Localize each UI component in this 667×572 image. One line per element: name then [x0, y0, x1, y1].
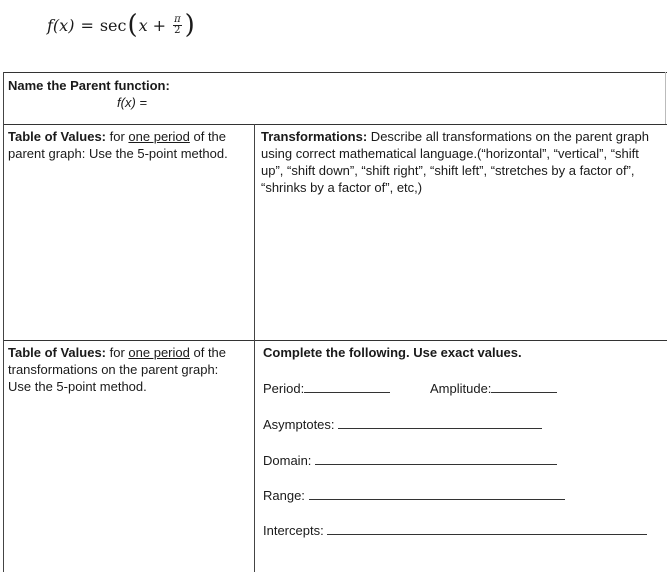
intercepts-blank[interactable] — [327, 522, 647, 535]
complete-heading: Complete the following. Use exact values. — [263, 345, 522, 360]
domain-blank[interactable] — [315, 452, 557, 465]
parent-function-title: Name the Parent function: — [8, 78, 170, 93]
table-left-border — [3, 72, 4, 572]
amplitude-field — [430, 380, 557, 396]
transformations-cell — [261, 128, 663, 196]
asymptotes-label: Asymptotes: — [263, 417, 335, 432]
table1-text-post: of the — [189, 129, 227, 144]
function-formula — [47, 12, 196, 38]
transformations-text: Describe all transformations on the parent graph using correct mathematical language.(“horizontal”, “vertical”, “shift up”, “shift down”, “shift right”, “shift left”, “stretches by a factor of”, “shrinks by a factor of”, etc,) — [261, 129, 650, 195]
table-of-values-parent-cell — [8, 128, 252, 162]
table2-line3: Use the 5-point method. — [8, 379, 147, 394]
table1-line2: parent graph: Use the 5-point method. — [8, 146, 228, 161]
row-divider-1 — [3, 124, 667, 125]
range-label: Range: — [263, 488, 305, 503]
intercepts-field — [263, 522, 647, 538]
left-paren: ( — [127, 10, 138, 40]
formula-fraction — [173, 15, 182, 36]
formula-lhs: f(x) — [47, 15, 75, 35]
asymptotes-blank[interactable] — [338, 416, 542, 429]
transformations-heading: Transformations: — [261, 129, 368, 144]
period-label: Period: — [263, 381, 305, 396]
table-top-border — [3, 72, 667, 73]
table1-underlined: one period — [128, 129, 190, 144]
range-field — [263, 487, 565, 503]
fraction-denominator: 2 — [174, 24, 181, 36]
table2-underlined: one period — [128, 345, 190, 360]
formula-func: sec — [99, 15, 127, 35]
table2-heading: Table of Values: — [8, 345, 107, 360]
amplitude-label: Amplitude: — [430, 381, 492, 396]
fraction-numerator: π — [174, 13, 181, 25]
table1-heading: Table of Values: — [8, 129, 107, 144]
table1-text: for — [106, 129, 129, 144]
table2-line2: transformations on the parent graph: — [8, 362, 219, 377]
table2-text-post: of the — [189, 345, 227, 360]
table-of-values-transformed-cell — [8, 344, 252, 395]
row-divider-2 — [3, 340, 667, 341]
amplitude-blank[interactable] — [491, 380, 557, 393]
parent-function-cell — [8, 77, 170, 111]
table-right-border-top — [665, 72, 666, 124]
domain-field — [263, 452, 557, 468]
period-field — [263, 380, 390, 396]
intercepts-label: Intercepts: — [263, 523, 324, 538]
formula-equals: = — [80, 15, 94, 35]
asymptotes-field — [263, 416, 542, 432]
right-paren: ) — [184, 10, 195, 40]
range-blank[interactable] — [309, 487, 565, 500]
parent-fx-label: f(x) = — [117, 95, 147, 110]
column-divider — [254, 124, 255, 572]
period-blank[interactable] — [304, 380, 390, 393]
table2-text: for — [106, 345, 129, 360]
formula-plus: + — [152, 15, 167, 35]
formula-var: x — [138, 15, 148, 35]
domain-label: Domain: — [263, 453, 312, 468]
